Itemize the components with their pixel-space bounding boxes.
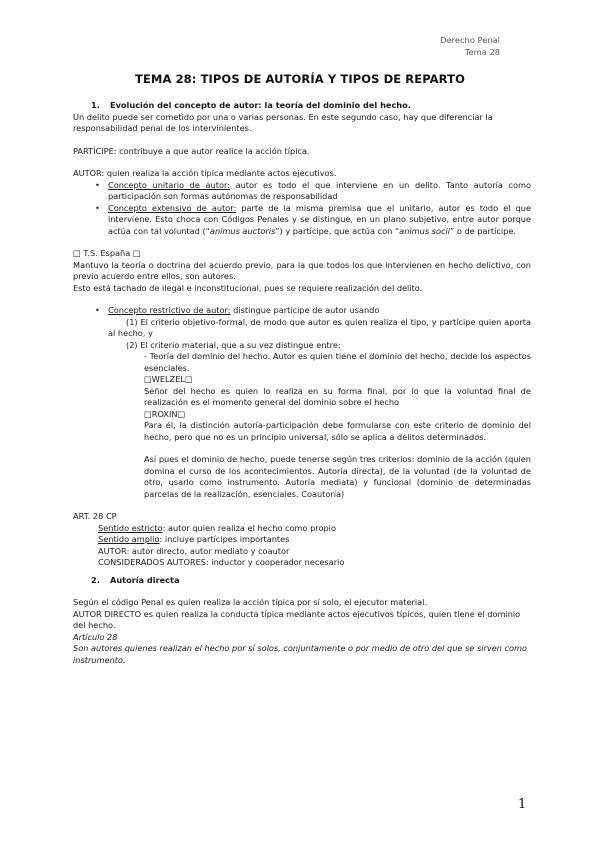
paragraph-ts-text: Mantuvo la teoría o doctrina del acuerdo previo, para la que todos los que intervienen en hecho delictivo, con previo acuerdo entre ellos, son autores.	[73, 259, 531, 281]
arrow-icon: □	[144, 408, 152, 419]
autor-tipos: AUTOR: autor directo, autor mediato y coautor	[98, 545, 290, 556]
page-number: 1	[518, 797, 527, 812]
document-body	[73, 100, 531, 666]
concept-list	[73, 180, 531, 238]
list-item-restrictivo: • Concepto restrictivo de autor: distingue partícipe de autor usando	[108, 305, 531, 317]
sentido-estricto: Sentido estricto: autor quien realiza el hecho como propio	[98, 522, 336, 533]
paragraph-intro: Un delito puede ser cometido por una o varias personas. En este segundo caso, hay que diferenciar la responsabilidad penal de los intervinientes.	[73, 111, 493, 133]
welzel-label: □WELZEL□	[144, 374, 193, 384]
considerados-autores: CONSIDERADOS AUTORES: inductor y cooperador necesario	[98, 557, 345, 567]
criterio-2-detail	[73, 351, 531, 500]
arrow-icon: □	[144, 374, 152, 384]
articulo-28-quote: Son autores quienes realizan el hecho por sí solos, conjuntamente o por medio de otro del que se sirven como instrumento.	[73, 643, 528, 665]
welzel-text: Señor del hecho es quien lo realiza en su forma final, por lo que la voluntad final de realización es el momento general del dominio sobre el hecho	[144, 385, 531, 407]
list-item-extensivo: • Concepto extensivo de autor: parte de la misma premisa que el unitario, autor es todo el que interviene. Esto choca con Códigos Penales y se distingue, en un plano subjetivo, entre autor porque actúa con tal voluntad (“animus auctoris”) y partícipe, que actúa con “animus socii” o de partícipe.	[108, 203, 531, 238]
arrow-left-icon: □	[132, 248, 141, 258]
list-item-unitario: • Concepto unitario de autor: autor es todo el que interviene en un delito. Tanto autoría como participación son formas autónomas de responsabilidad	[108, 180, 531, 203]
paragraph-ts-espana: □ T.S. España □	[73, 248, 141, 258]
autoria-directa-p1: Según el código Penal es quien realiza la acción típica por sí solo, el ejecutor material.	[73, 597, 428, 607]
page-title: TEMA 28: TIPOS DE AUTORÍA Y TIPOS DE REPARTO	[135, 72, 465, 86]
criterio-2: (2) El criterio material, que a su vez distingue entre:	[126, 339, 341, 350]
section-1-heading: 1. Evolución del concepto de autor: la teoría del dominio del hecho.	[91, 100, 411, 110]
art-28-detail	[73, 523, 531, 569]
header-subject: Derecho Penal	[440, 35, 500, 45]
art-28-label: ART. 28 CP	[73, 511, 117, 521]
autoria-directa-p2: AUTOR DIRECTO es quien realiza la conducta típica mediante actos ejecutivos típicos, quien tiene el dominio del hecho.	[73, 608, 521, 630]
paragraph-autor: AUTOR: quien realiza la acción típica mediante actos ejecutivos.	[73, 168, 337, 178]
paragraph-ts-note: Esto está tachado de ilegal e inconstitucional, pues se requiere realización del delito.	[73, 282, 423, 293]
criterio-1: (1) El criterio objetivo-formal, de modo que autor es quien realiza el tipo, y partícipe quien aporta al hecho, y	[108, 316, 531, 338]
restrictivo-list	[73, 305, 531, 317]
roxin-text: Para él, la distinción autoría-participación debe formularse con este criterio de dominio del hecho, pero que no es un principio universal, sólo se aplica a delitos determinados.	[144, 420, 531, 442]
arrow-icon: □	[184, 374, 193, 384]
header-topic: Tema 28	[464, 47, 500, 57]
arrow-icon: □	[177, 408, 186, 419]
arrow-right-icon: □	[73, 248, 81, 258]
teoria-dominio: - Teoría del dominio del hecho. Autor es quien tiene el dominio del hecho, decide los aspectos esenciales.	[144, 351, 531, 373]
section-2-heading: 2. Autoría directa	[91, 574, 180, 585]
paragraph-participe: PARTÍCIPE: contribuye a que autor realice la acción típica.	[73, 145, 310, 156]
sentido-amplio: Sentido amplio: incluye partícipes importantes	[98, 534, 290, 544]
articulo-28-label: Artículo 28	[73, 631, 118, 642]
roxin-label: □ROXIN□	[144, 408, 186, 419]
dominio-criterios: Así pues el dominio de hecho, puede tenerse según tres criterios: dominio de la acción (quien domina el curso de los acontecimientos. Autoría directa), de la voluntad (de la voluntad de otro, usarlo como instrumento. Autoría mediata) y funcional (dominio de determinadas parcelas de la realización, esenciales. Coautoría)	[144, 454, 531, 499]
running-header	[440, 34, 500, 58]
